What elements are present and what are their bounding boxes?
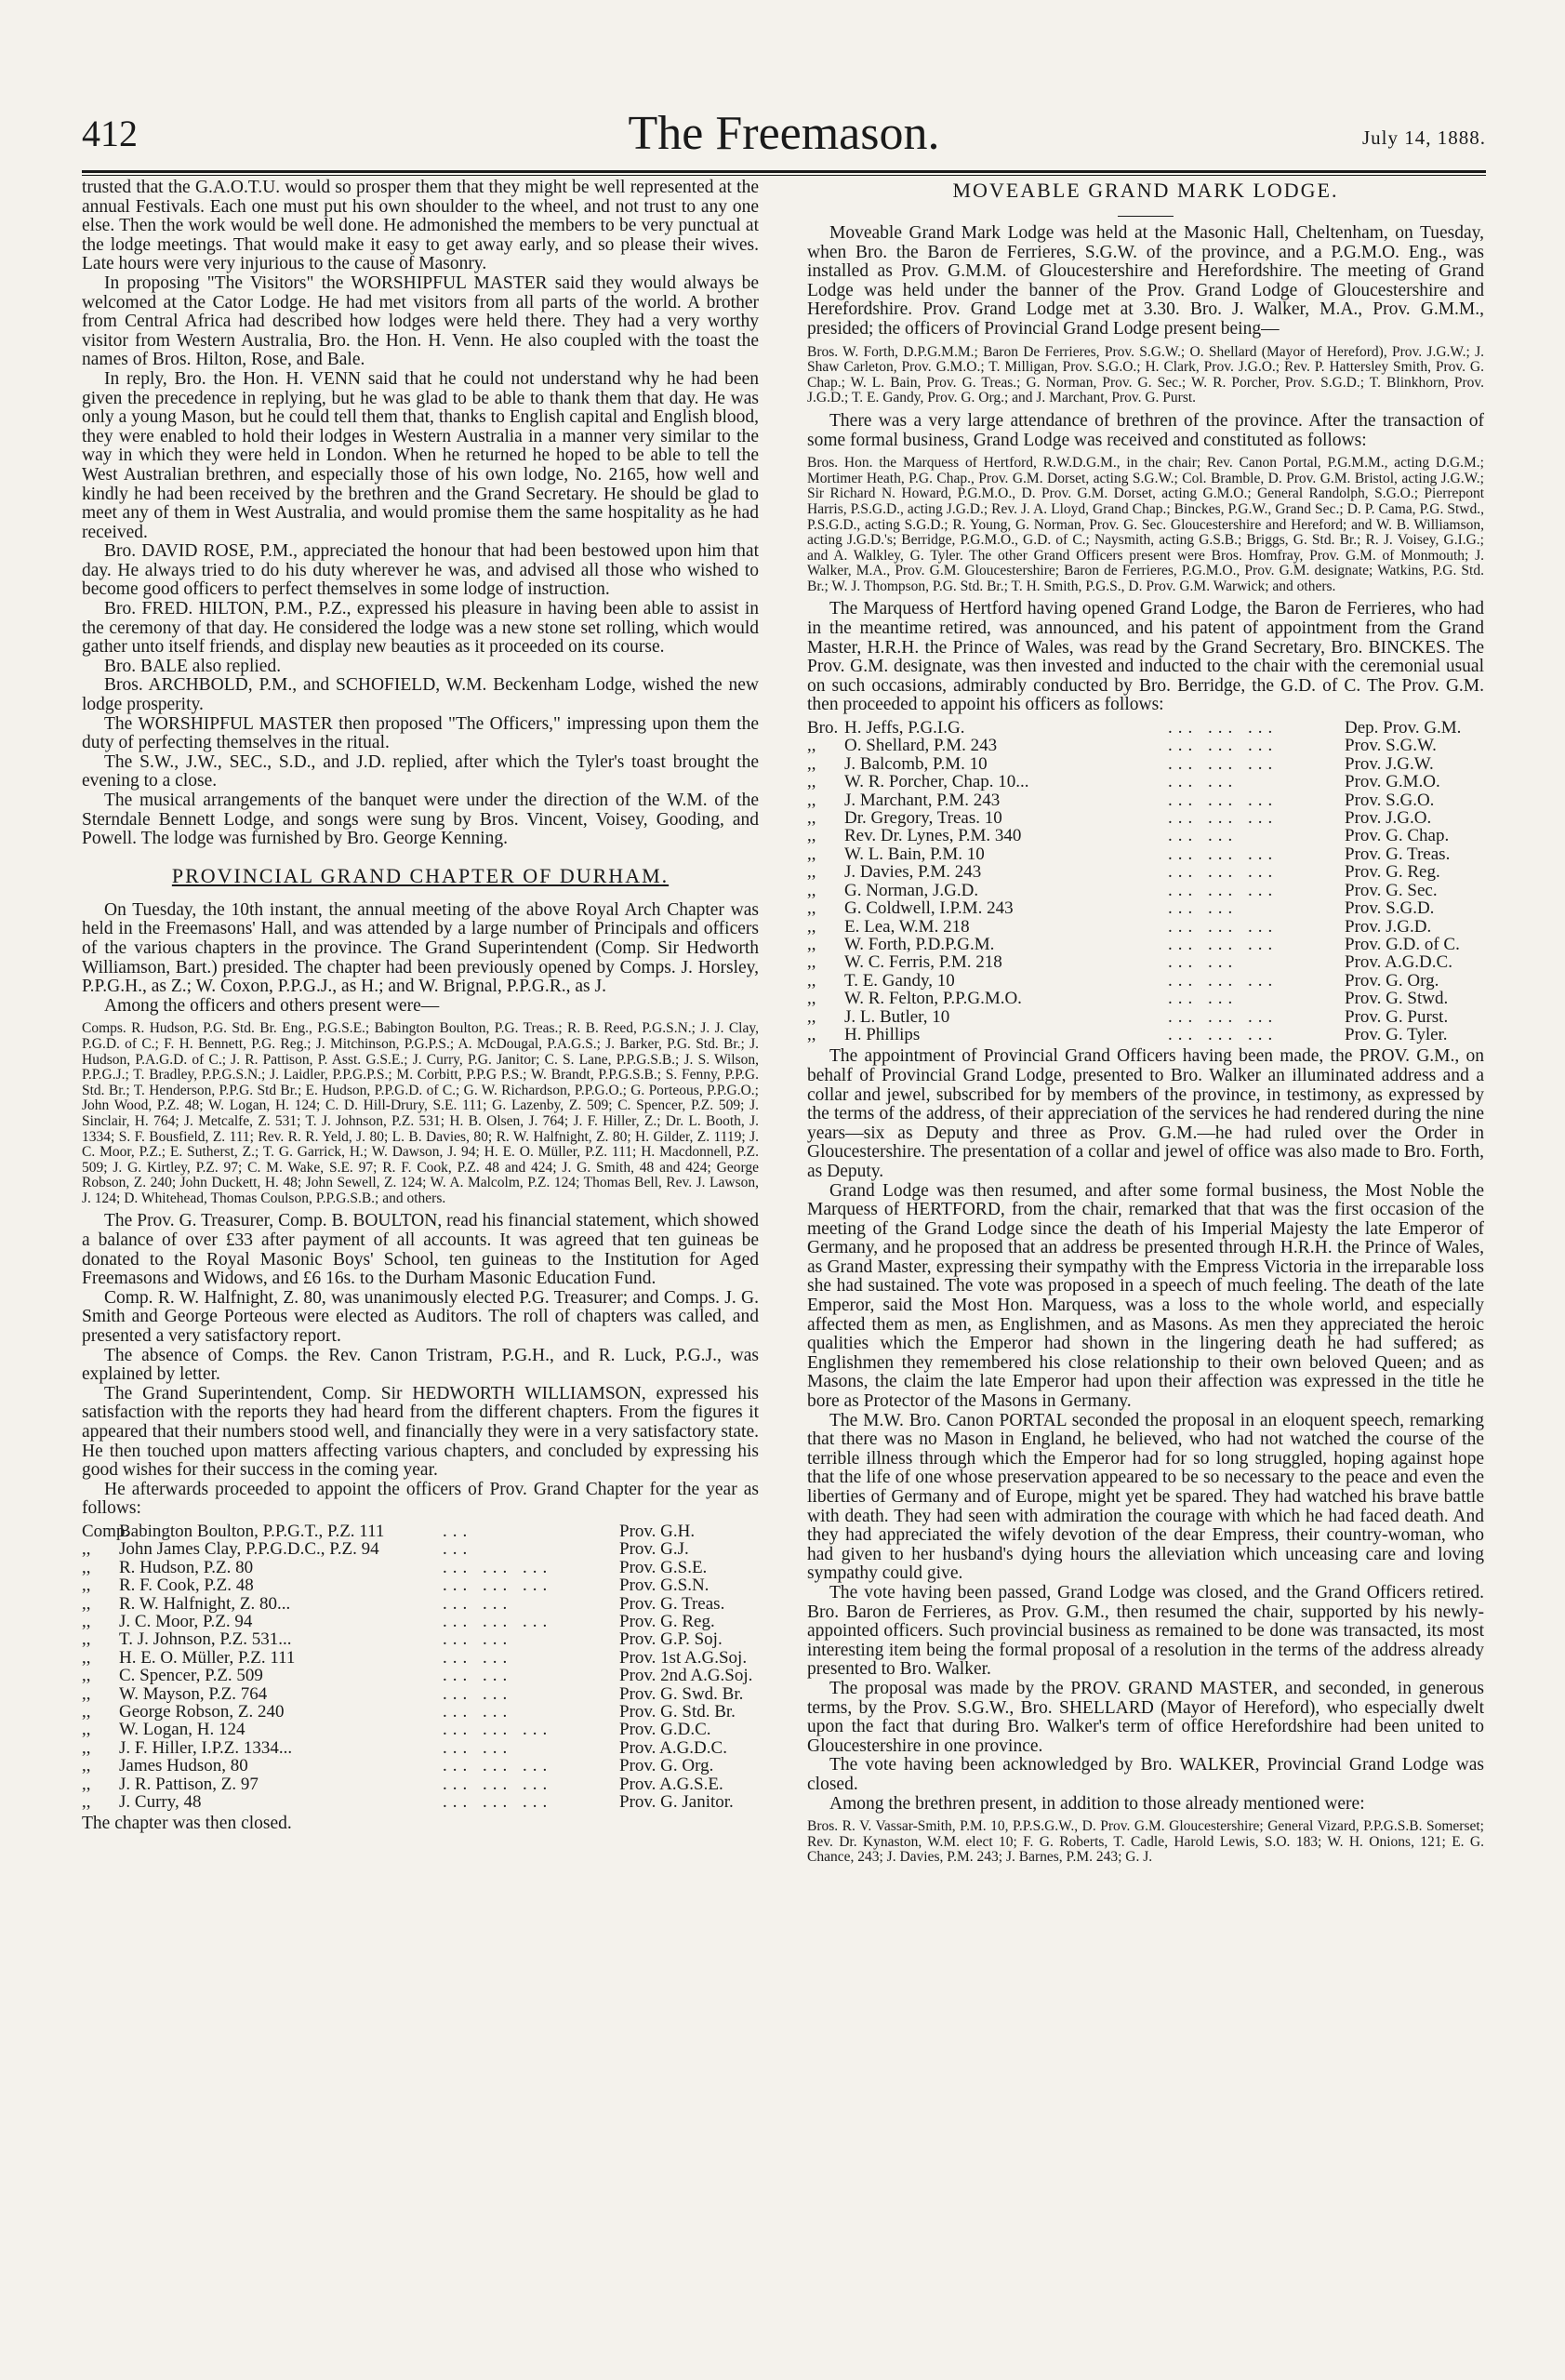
leader-dots: ... ... ... [443, 1756, 553, 1776]
leader-dots: ... ... ... [443, 1557, 553, 1577]
officer-prefix: ,, [807, 1006, 816, 1027]
officer-prefix: ,, [82, 1737, 91, 1758]
officer-row [807, 827, 1484, 844]
leader-dots: ... ... ... [443, 1792, 553, 1813]
officer-prefix: ,, [807, 880, 816, 900]
officer-prefix: ,, [807, 826, 816, 846]
officer-office: Prov. G. Sec. [1345, 880, 1438, 900]
officer-name: G. Coldwell, I.P.M. 243 [844, 899, 1014, 918]
officer-row [82, 1667, 759, 1684]
right-column [807, 179, 1484, 1871]
officer-prefix: ,, [807, 989, 816, 1009]
officer-prefix: ,, [82, 1576, 91, 1596]
leader-dots: ... ... ... [1168, 934, 1279, 954]
officer-row [807, 953, 1484, 971]
officer-prefix: ,, [807, 934, 816, 954]
officer-prefix: ,, [807, 753, 816, 774]
officer-name: W. C. Ferris, P.M. 218 [844, 953, 1002, 972]
officer-name: H. E. O. Müller, P.Z. 111 [119, 1648, 296, 1668]
leader-dots: ... ... ... [1168, 718, 1279, 738]
officer-row [807, 882, 1484, 899]
officer-office: Prov. G. Chap. [1345, 826, 1450, 846]
officer-office: Prov. G. Janitor. [619, 1792, 734, 1813]
officer-name: W. Forth, P.D.P.G.M. [844, 935, 995, 954]
officer-row [82, 1793, 759, 1811]
officer-prefix: ,, [82, 1557, 91, 1577]
page-number: 412 [82, 113, 138, 154]
paragraph: Bros. ARCHBOLD, P.M., and SCHOFIELD, W.M. Beckenham Lodge, wished the new lodge prosperity. [82, 675, 759, 715]
leader-dots: ... ... [443, 1666, 513, 1686]
leader-dots: ... ... ... [1168, 970, 1279, 991]
officer-name: J. Curry, 48 [119, 1793, 202, 1812]
officer-prefix: ,, [82, 1702, 91, 1722]
attendee-list: Comps. R. Hudson, P.G. Std. Br. Eng., P.G.S.E.; Babington Boulton, P.G. Treas.; R. B. Reed, P.G.S.N.; J. J. Clay, P.G.D. of C.; F. H. Bennett, P.G. Reg.; J. Mitchinson, P.G.P.S.; A. McDougal, P.A.G.S.; J. Barker, P.G. Std. Br.; J. Hudson, P.A.G.D. of C.; J. R. Pattison, P. Asst. G.S.E.; J. Curry, P.G. Janitor; C. S. Lane, P.P.G.S.B.; J. S. Wilson, P.P.G.J.; T. Bradley, P.P.G.S.N.; J. Laidler, P.P.G.P.S.; M. Corbitt, P.P.G P.S.; W. Brandt, P.P.G.S.B.; S. Fenny, P.P.G. Std. Br.; T. Henderson, P.P.G. Std Br.; E. Hudson, P.P.G.D. of C.; G. W. Richardson, P.P.G.O.; G. Porteous, P.P.G.O.; John Wood, P.Z. 48; W. Logan, H. 124; C. D. Hill-Drury, S.E. 111; G. Lazenby, Z. 509; C. Spencer, P.Z. 509; J. Sinclair, H. 764; J. Metcalfe, Z. 531; T. J. Johnson, P.Z. 531; H. B. Olsen, J. 764; J. F. Hiller, Z.; Dr. L. Booth, J. 1334; S. F. Bousfield, Z. 111; Rev. R. R. Yeld, J. 80; L. B. Davies, 80; R. W. Halfnight, Z. 80; H. Gilder, Z. 1119; J. C. Moor, P.Z.; E. Sutherst, Z.; T. G. Garrick, H.; W. Dawson, J. 94; H. E. O. Müller, P.Z. 111; H. Macdonnell, P.Z. 509; J. G. Kirtley, P.Z. 97; C. M. Wake, S.E. 97; R. F. Cook, P.Z. 48 and 424; J. G. Smith, 48 and 424; George Robson, Z. 240; John Duckett, H. 48; John Sewell, Z. 124; W. A. Malcolm, P.Z. 124; Thomas Bell, Rev. J. Lawson, J. 124; D. Whitehead, Thomas Coulson, P.P.G.S.B.; and others. [82, 1020, 759, 1206]
officer-row [807, 791, 1484, 809]
paragraph: Bro. FRED. HILTON, P.M., P.Z., expressed his pleasure in having been able to assist in the ceremony of that day. He considered the lodge was a new stone set rolling, which would gather unto itself friends, and display new beauties as it proceeded on its course. [82, 599, 759, 658]
officer-office: Prov. G. Treas. [1345, 844, 1451, 864]
officer-office: Prov. 2nd A.G.Soj. [619, 1666, 753, 1686]
officer-row [807, 972, 1484, 990]
officer-office: Prov. G.J. [619, 1539, 689, 1560]
officer-office: Prov. G.S.E. [619, 1557, 708, 1577]
officer-name: R. F. Cook, P.Z. 48 [119, 1576, 254, 1595]
officer-office: Prov. S.G.W. [1345, 736, 1437, 756]
officer-office: Prov. G.D. of C. [1345, 934, 1460, 954]
paragraph: Among the officers and others present were— [104, 995, 440, 1016]
paragraph: The M.W. Bro. Canon PORTAL seconded the proposal in an eloquent speech, remarking that there was no Mason in England, he believed, who had not watched the course of the terrible illness through which the Emperor had for so long struggled, hoping against hope that the life of one whose preservation appeared to be so necessary to the peace and even the liberties of Germany and of Europe, might yet be spared. They had watched his brave battle with death. They had seen with admiration the courage with which he had faced death. And they had appreciated the wifely devotion of the dear Empress, their country-woman, who had given to her husband's dying hours the alleviation which unceasing care and loving sympathy could give. [807, 1410, 1484, 1584]
officer-row [82, 1613, 759, 1630]
officer-name: J. Davies, P.M. 243 [844, 863, 982, 882]
paragraph: The absence of Comps. the Rev. Canon Tristram, P.G.H., and R. Luck, P.G.J., was explained by letter. [82, 1345, 759, 1385]
officer-list [82, 1522, 759, 1812]
officer-name: C. Spencer, P.Z. 509 [119, 1667, 263, 1685]
leader-dots: ... ... ... [1168, 790, 1279, 810]
officer-office: Prov. G. Reg. [1345, 862, 1440, 883]
officer-row [807, 990, 1484, 1007]
officer-row [807, 863, 1484, 881]
officer-row [807, 1008, 1484, 1026]
officer-office: Prov. G. Stwd. [1345, 989, 1449, 1009]
header-rule-thin [82, 175, 1486, 176]
heading-rule [1118, 216, 1174, 217]
officer-office: Prov. G. Std. Br. [619, 1702, 736, 1722]
officer-name: J. Balcomb, P.M. 10 [844, 754, 988, 774]
officer-row [807, 936, 1484, 953]
officer-name: Dr. Gregory, Treas. 10 [844, 809, 1002, 828]
officer-prefix: ,, [82, 1756, 91, 1776]
officer-prefix: ,, [807, 898, 816, 919]
officer-prefix: ,, [82, 1720, 91, 1740]
officer-row [82, 1595, 759, 1613]
officer-prefix: ,, [82, 1629, 91, 1650]
officer-name: W. R. Felton, P.P.G.M.O. [844, 990, 1022, 1008]
leader-dots: ... ... ... [1168, 880, 1279, 900]
leader-dots: ... ... [1168, 989, 1239, 1009]
officer-office: Dep. Prov. G.M. [1345, 718, 1462, 738]
officer-office: Prov. S.G.O. [1345, 790, 1435, 810]
attendee-list: Bros. R. V. Vassar-Smith, P.M. 10, P.P.S.G.W., D. Prov. G.M. Gloucestershire; General Vizard, P.P.G.S.B. Somerset; Rev. Dr. Kynaston, W.M. elect 10; F. G. Roberts, T. Cadle, Harold Lewis, S.O. 183; W. H. Onions, 121; E. G. Chance, 243; J. Davies, P.M. 243; J. Barnes, P.M. 243; G. J. [807, 1818, 1484, 1866]
leader-dots: ... ... ... [1168, 753, 1279, 774]
officer-office: Prov. G. Org. [619, 1756, 714, 1776]
officer-name: J. L. Butler, 10 [844, 1007, 950, 1026]
paragraph: The WORSHIPFUL MASTER then proposed "The Officers," impressing upon them the duty of perfecting themselves in the ritual. [82, 713, 759, 753]
officer-row [82, 1576, 759, 1594]
officer-prefix: ,, [82, 1612, 91, 1631]
officer-office: Prov. G. Swd. Br. [619, 1683, 744, 1704]
officer-row [82, 1559, 759, 1576]
paragraph: The proposal was made by the PROV. GRAND MASTER, and seconded, in generous terms, by the Prov. S.G.W., Bro. SHELLARD (Mayor of Hereford), who especially dwelt upon the fact that during Bro. Walker's term of office Herefordshire had been united to Gloucestershire in one province. [807, 1678, 1484, 1756]
officer-office: Prov. G.D.C. [619, 1720, 711, 1740]
officer-row [807, 719, 1484, 737]
officer-office: Prov. A.G.S.E. [619, 1774, 723, 1794]
officer-row [82, 1685, 759, 1703]
leader-dots: ... ... ... [443, 1774, 553, 1794]
leader-dots: ... ... [443, 1629, 513, 1650]
paragraph: The vote having been passed, Grand Lodge was closed, and the Grand Officers retired. Bro. Baron de Ferrieres, as Prov. G.M., then resumed the chair, supported by his newly-appointed officers. Such provincial business as remained to be done was transacted, its most interesting item being the formal proposal of a resolution in the terms of the address already presented to Bro. Walker. [807, 1582, 1484, 1680]
officer-name: W. Mayson, P.Z. 764 [119, 1684, 268, 1704]
leader-dots: ... ... [1168, 952, 1239, 973]
leader-dots: ... ... [443, 1737, 513, 1758]
leader-dots: ... ... [443, 1647, 513, 1668]
leader-dots: ... ... [443, 1702, 513, 1722]
officer-row [807, 845, 1484, 863]
officer-office: Prov. G. Purst. [1345, 1006, 1449, 1027]
paragraph: The Marquess of Hertford having opened Grand Lodge, the Baron de Ferrieres, who had in the meantime retired, was announced, and his patent of appointment from the Grand Master, H.R.H. the Prince of Wales, was read by the Grand Secretary, Bro. BINCKES. The Prov. G.M. designate, was then invested and inducted to the chair with the ceremonial usual on such occasions, admirably conducted by Bro. Berridge, the G.D. of C. The Prov. G.M. then proceeded to appoint his officers as follows: [807, 599, 1484, 715]
paragraph: The appointment of Provincial Grand Officers having been made, the PROV. G.M., on behalf of Provincial Grand Lodge, presented to Bro. Walker an illuminated address and a collar and jewel, subscribed for by members of the province, in testimony, as expressed by the terms of the address, of their appreciation of the services he had rendered during the nine years—six as Deputy and three as Prov. G.M.—he had ruled over the Order in Gloucestershire. The presentation of a collar and jewel of office was also made to Bro. Forth, as Deputy. [807, 1046, 1484, 1181]
officer-row [82, 1775, 759, 1793]
paragraph: trusted that the G.A.O.T.U. would so prosper them that they might be well represented at the annual Festivals. Each one must put his own shoulder to the wheel, and not trust to any one else. Then the work would be well done. He admonished the members to be very punctual at the lodge meetings. That would make it easy to get away early, and so please their wives. Late hours were very injurious to the cause of Masonry. [82, 178, 759, 274]
leader-dots: ... ... ... [1168, 862, 1279, 883]
paragraph: In proposing "The Visitors" the WORSHIPFUL MASTER said they would always be welcomed at the Cator Lodge. He had met visitors from all parts of the world. A brother from Central Africa had described how lodges were held there. They had a very worthy visitor from Western Australia, Bro. the Hon. H. Venn. He also coupled with the toast the names of Bros. Hilton, Rose, and Bale. [82, 273, 759, 370]
leader-dots: ... [443, 1539, 473, 1560]
officer-prefix: ,, [807, 808, 816, 829]
officer-office: Prov. G.S.N. [619, 1576, 710, 1596]
officer-name: John James Clay, P.P.G.D.C., P.Z. 94 [119, 1540, 379, 1559]
leader-dots: ... ... ... [1168, 1024, 1279, 1044]
officer-name: J. F. Hiller, I.P.Z. 1334... [119, 1738, 293, 1758]
officer-office: Prov. G.H. [619, 1521, 696, 1541]
paragraph: Grand Lodge was then resumed, and after some formal business, the Most Noble the Marquess of HERTFORD, from the chair, remarked that that was the first occasion of the meeting of the Grand Lodge since the death of his Imperial Majesty the late Emperor of Germany, and he proposed that an address be presented through H.R.H. the Prince of Wales, as Grand Master, expressing their sympathy with the Empress Victoria in the irreparable loss she had sustained. The vote was proposed in a speech of much feeling. The death of the late Emperor, said the Most Hon. Marquess, was a loss to the whole world, and especially affected them as men, as Englishmen, and as Masons. As men they appreciated the heroic qualities which the Emperor had shown in the lingering death he had suffered; as Englishmen they remembered his close relationship to their own beloved Queen; and as Masons, the claim the late Emperor had upon their affection was expressed in the title he bore as Protector of the Masons in Germany. [807, 1180, 1484, 1412]
officer-prefix: ,, [807, 772, 816, 792]
closing-line: The chapter was then closed. [82, 1814, 292, 1834]
officer-prefix: ,, [82, 1774, 91, 1794]
officer-row [807, 918, 1484, 936]
paragraph: Moveable Grand Mark Lodge was held at the Masonic Hall, Cheltenham, on Tuesday, when Bro. the Baron de Ferrieres, S.G.W. of the province, and a P.G.M.O. Eng., was installed as Prov. G.M.M. of Gloucestershire and Herefordshire. The meeting of Grand Lodge was held under the banner of the Prov. Grand Lodge of Gloucestershire and Herefordshire. Prov. Grand Lodge met at 3.30. Bro. J. Walker, M.A., Prov. G.M.M., presided; the officers of Provincial Grand Lodge present being— [807, 223, 1484, 339]
paragraph: Comp. R. W. Halfnight, Z. 80, was unanimously elected P.G. Treasurer; and Comps. J. G. Smith and George Porteous were elected as Auditors. The roll of chapters was called, and presented a very satisfactory report. [82, 1287, 759, 1347]
officer-name: R. Hudson, P.Z. 80 [119, 1558, 254, 1577]
officer-office: Prov. G. Reg. [619, 1612, 715, 1631]
section-heading: MOVEABLE GRAND MARK LODGE. [952, 179, 1339, 202]
officer-name: J. R. Pattison, Z. 97 [119, 1775, 259, 1794]
officer-office: Prov. G.M.O. [1345, 772, 1440, 792]
officer-prefix: ,, [807, 1024, 816, 1044]
officer-row [82, 1739, 759, 1757]
officer-row [807, 773, 1484, 791]
leader-dots: ... ... ... [443, 1576, 553, 1596]
officer-prefix: ,, [82, 1593, 91, 1614]
officer-prefix: ,, [807, 952, 816, 973]
officer-name: R. W. Halfnight, Z. 80... [119, 1594, 291, 1613]
paragraph: Bro. BALE also replied. [104, 656, 282, 676]
officer-name: James Hudson, 80 [119, 1757, 248, 1775]
officer-name: J. Marchant, P.M. 243 [844, 791, 1001, 810]
leader-dots: ... ... ... [1168, 1006, 1279, 1027]
officer-row [807, 755, 1484, 773]
paragraph: The vote having been acknowledged by Bro. WALKER, Provincial Grand Lodge was closed. [807, 1755, 1484, 1794]
paragraph: The Grand Superintendent, Comp. Sir HEDWORTH WILLIAMSON, expressed his satisfaction with the reports they had heard from the different chapters. From the figures it appeared that their numbers stood well, and financially they were in a very satisfactory state. He then touched upon matters affecting various chapters, and concluded by expressing his good wishes for their success in the coming year. [82, 1383, 759, 1481]
officer-prefix: ,, [807, 844, 816, 864]
officer-office: Prov. J.G.O. [1345, 808, 1432, 829]
officer-row [807, 899, 1484, 917]
paragraph: Among the brethren present, in addition to those already mentioned were: [829, 1793, 1365, 1814]
officer-prefix: ,, [82, 1666, 91, 1686]
paragraph: Bro. DAVID ROSE, P.M., appreciated the honour that had been bestowed upon him that day. He always tried to do his duty wherever he was, and advised all those who wished to become good officers to perfect themselves in some lodge of instruction. [82, 541, 759, 600]
leader-dots: ... ... [1168, 898, 1239, 919]
officer-prefix: Bro. [807, 718, 839, 738]
leader-dots: ... ... [1168, 772, 1239, 792]
officer-office: Prov. A.G.D.C. [619, 1737, 727, 1758]
officer-row [82, 1630, 759, 1648]
officer-name: J. C. Moor, P.Z. 94 [119, 1613, 253, 1631]
officer-name: W. Logan, H. 124 [119, 1721, 245, 1739]
masthead-title: The Freemason. [628, 107, 940, 160]
officer-office: Prov. 1st A.G.Soj. [619, 1647, 748, 1668]
officer-office: Prov. G. Treas. [619, 1593, 725, 1614]
officer-row [807, 1026, 1484, 1044]
paragraph: He afterwards proceeded to appoint the officers of Prov. Grand Chapter for the year as follows: [82, 1479, 759, 1519]
leader-dots: ... [443, 1521, 473, 1541]
header-rule [82, 170, 1486, 173]
officer-name: T. J. Johnson, P.Z. 531... [119, 1630, 292, 1649]
officer-name: W. L. Bain, P.M. 10 [844, 844, 985, 864]
officer-row [82, 1540, 759, 1558]
officer-name: George Robson, Z. 240 [119, 1703, 285, 1722]
officer-office: Prov. G.P. Soj. [619, 1629, 723, 1650]
issue-date: July 14, 1888. [1361, 126, 1486, 149]
officer-prefix: ,, [807, 862, 816, 883]
leader-dots: ... ... ... [1168, 844, 1279, 864]
officer-name: W. R. Porcher, Chap. 10... [844, 773, 1029, 791]
paragraph: In reply, Bro. the Hon. H. VENN said that he could not understand why he had been given the precedence in replying, but he was glad to be able to thank them that day. He was only a young Mason, but he could tell them that, thanks to English capital and English blood, they were enabled to hold their lodges in Western Australia in a manner very similar to the way in which they were held in London. When he returned he hoped to be able to tell the West Australian brethren, and especially those of his own lodge, No. 2165, how well and kindly he had been received by the brethren and the Grand Secretary. He should be glad to meet any of them in West Australia, and would promise them the same hospitality as he had received. [82, 368, 759, 542]
officer-prefix: ,, [82, 1683, 91, 1704]
paragraph: On Tuesday, the 10th instant, the annual meeting of the above Royal Arch Chapter was held in the Freemasons' Hall, and was attended by a large number of Principals and officers of the various chapters in the province. The Grand Superintendent (Comp. Sir Hedworth Williamson, Bart.) presided. The chapter had been previously opened by Comps. J. Horsley, P.P.G.H., as Z.; W. Coxon, P.P.G.J., as H.; and W. Brignal, P.P.G.R., as J. [82, 899, 759, 997]
officer-name: E. Lea, W.M. 218 [844, 917, 970, 936]
officer-row [82, 1757, 759, 1775]
officer-name: O. Shellard, P.M. 243 [844, 737, 998, 755]
leader-dots: ... ... ... [1168, 808, 1279, 829]
officer-office: Prov. G. Org. [1345, 970, 1439, 991]
officer-row [82, 1703, 759, 1721]
officer-prefix: ,, [82, 1647, 91, 1668]
officer-name: H. Jeffs, P.G.I.G. [844, 719, 965, 738]
officer-row [82, 1649, 759, 1667]
officer-row [807, 737, 1484, 754]
officer-prefix: ,, [82, 1539, 91, 1560]
masthead [82, 107, 1486, 167]
leader-dots: ... ... [1168, 826, 1239, 846]
paragraph: There was a very large attendance of brethren of the province. After the transaction of some formal business, Grand Lodge was received and constituted as follows: [807, 410, 1484, 450]
officer-row [82, 1721, 759, 1738]
officer-row [807, 809, 1484, 827]
leader-dots: ... ... ... [1168, 916, 1279, 937]
leader-dots: ... ... ... [443, 1720, 553, 1740]
officer-prefix: ,, [807, 916, 816, 937]
officer-name: G. Norman, J.G.D. [844, 881, 979, 900]
attendee-list: Bros. W. Forth, D.P.G.M.M.; Baron De Ferrieres, Prov. S.G.W.; O. Shellard (Mayor of Hereford), Prov. J.G.W.; J. Shaw Carleton, Prov. G.M.O.; T. Milligan, Prov. S.G.O.; H. Clark, Prov. J.G.O.; Rev. P. Hattersley Smith, Prov. G. Chap.; W. L. Bain, Prov. G. Treas.; G. Norman, Prov. G. Sec.; W. R. Porcher, Prov. S.G.D.; T. Blinkhorn, Prov. J.G.D.; T. E. Gandy, Prov. G. Org.; and J. Marchant, Prov. G. Purst. [807, 343, 1484, 406]
officer-office: Prov. A.G.D.C. [1345, 952, 1452, 973]
officer-office: Prov. S.G.D. [1345, 898, 1435, 919]
officer-office: Prov. G. Tyler. [1345, 1024, 1448, 1044]
paragraph: The musical arrangements of the banquet were under the direction of the W.M. of the Sterndale Bennett Lodge, and songs were sung by Bros. Vincent, Voisey, Gooding, and Powell. The lodge was furnished by Bro. George Kenning. [82, 791, 759, 849]
paragraph: The Prov. G. Treasurer, Comp. B. BOULTON, read his financial statement, which showed a balance of over £33 after payment of all accounts. It was agreed that ten guineas be donated to the Royal Masonic Boys' School, ten guineas to the Institution for Aged Freemasons and Widows, and £6 16s. to the Durham Masonic Education Fund. [82, 1211, 759, 1289]
leader-dots: ... ... [443, 1683, 513, 1704]
officer-prefix: ,, [807, 790, 816, 810]
officer-office: Prov. J.G.W. [1345, 753, 1434, 774]
officer-name: H. Phillips [844, 1025, 921, 1044]
left-column [82, 179, 759, 1834]
leader-dots: ... ... [443, 1593, 513, 1614]
officer-prefix: ,, [807, 736, 816, 756]
leader-dots: ... ... ... [1168, 736, 1279, 756]
officer-prefix: ,, [807, 970, 816, 991]
paragraph: The S.W., J.W., SEC., S.D., and J.D. replied, after which the Tyler's toast brought the evening to a close. [82, 751, 759, 791]
section-heading: PROVINCIAL GRAND CHAPTER OF DURHAM. [171, 863, 670, 887]
officer-list [807, 719, 1484, 1044]
officer-row [82, 1522, 759, 1540]
officer-name: Rev. Dr. Lynes, P.M. 340 [844, 827, 1022, 845]
officer-prefix: Comp. [82, 1521, 130, 1541]
officer-prefix: ,, [82, 1792, 91, 1813]
officer-name: Babington Boulton, P.P.G.T., P.Z. 111 [119, 1522, 385, 1541]
officer-office: Prov. J.G.D. [1345, 916, 1432, 937]
attendee-list: Bros. Hon. the Marquess of Hertford, R.W.D.G.M., in the chair; Rev. Canon Portal, P.G.M.M., acting D.G.M.; Mortimer Heath, P.G. Chap., Prov. G.M. Dorset, acting S.G.W.; Col. Bramble, D. Prov. G.M. Bristol, acting J.G.W.; Sir Richard N. Howard, P.G.M.O., D. Prov. G.M. Dorset, acting G.M.O.; General Randolph, S.G.O.; Pierrepont Harris, P.S.G.D., acting J.G.D.; Rev. J. A. Lloyd, Grand Chap.; Binckes, P.G.W., Grand Sec.; D. P. Cama, P.G. Stwd., P.S.G.D., acting S.G.D.; R. Young, G. Norman, Prov. G. Sec. Gloucestershire and Hereford; and W. B. Williamson, acting J.G.D.'s; Berridge, P.G.M.O., G.D. of C.; Naysmith, acting G.S.B.; Briggs, G. Std. Br.; R. J. Voisey, G.I.G.; and A. Walkley, G. Tyler. The other Grand Officers present were Bros. Homfray, Prov. G.M. of Monmouth; J. Walker, M.A., Prov. G.M. Gloucestershire; Baron de Ferrieres, P.G.M.O., Prov. G.M. designate; Watkins, P.G. Std. Br.; W. J. Thompson, P.G. Std. Br.; T. H. Smith, P.G.S., D. Prov. G.M. Warwick; and others. [807, 455, 1484, 594]
leader-dots: ... ... ... [443, 1612, 553, 1631]
officer-name: T. E. Gandy, 10 [844, 971, 955, 991]
